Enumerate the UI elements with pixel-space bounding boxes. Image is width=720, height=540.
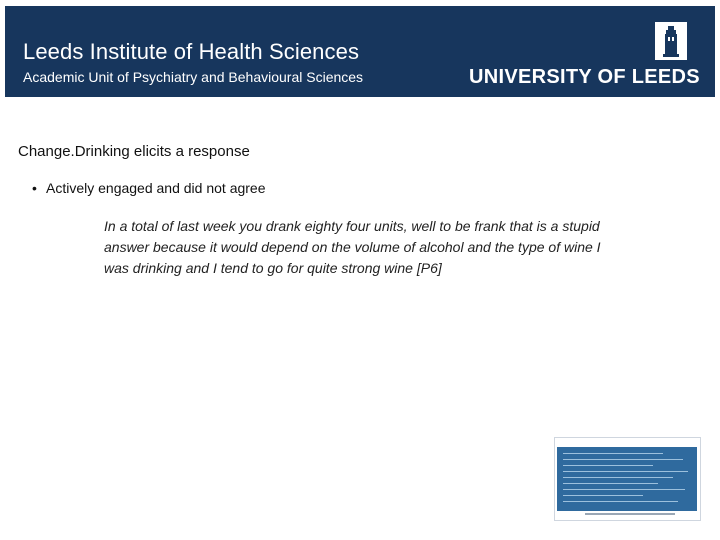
thumbnail-header-bar	[555, 438, 700, 447]
thumbnail-text-line	[563, 483, 658, 484]
thumbnail-text-line	[563, 459, 683, 460]
thumbnail-footer	[585, 513, 675, 515]
slide-header	[5, 6, 715, 100]
university-logo	[469, 22, 699, 92]
thumbnail-text-line	[563, 471, 688, 472]
thumbnail-text-line	[563, 465, 653, 466]
website-screenshot-thumbnail	[554, 437, 701, 521]
parkinson-tower-icon	[655, 22, 687, 60]
thumbnail-text-line	[563, 495, 643, 496]
bullet-icon: •	[32, 180, 37, 196]
logo-wordmark: UNIVERSITY OF LEEDS	[469, 66, 700, 88]
thumbnail-text-line	[563, 489, 685, 490]
participant-quote: In a total of last week you drank eighty four units, well to be frank that is a stupid answer because it would depend on the volume of alcohol and the type of wine I was drinking and I tend to go for quite strong wine [P6]	[104, 218, 601, 276]
header-subtitle: Academic Unit of Psychiatry and Behavioural Sciences	[23, 69, 364, 85]
bullet-item	[32, 180, 266, 196]
thumbnail-text-line	[563, 477, 673, 478]
thumbnail-text-line	[563, 501, 678, 502]
thumbnail-content-panel	[557, 447, 697, 511]
thumbnail-text-line	[563, 453, 663, 454]
bullet-text: Actively engaged and did not agree	[46, 180, 266, 196]
slide-heading: Change.Drinking elicits a response	[18, 143, 250, 160]
header-title: Leeds Institute of Health Sciences	[23, 39, 360, 64]
